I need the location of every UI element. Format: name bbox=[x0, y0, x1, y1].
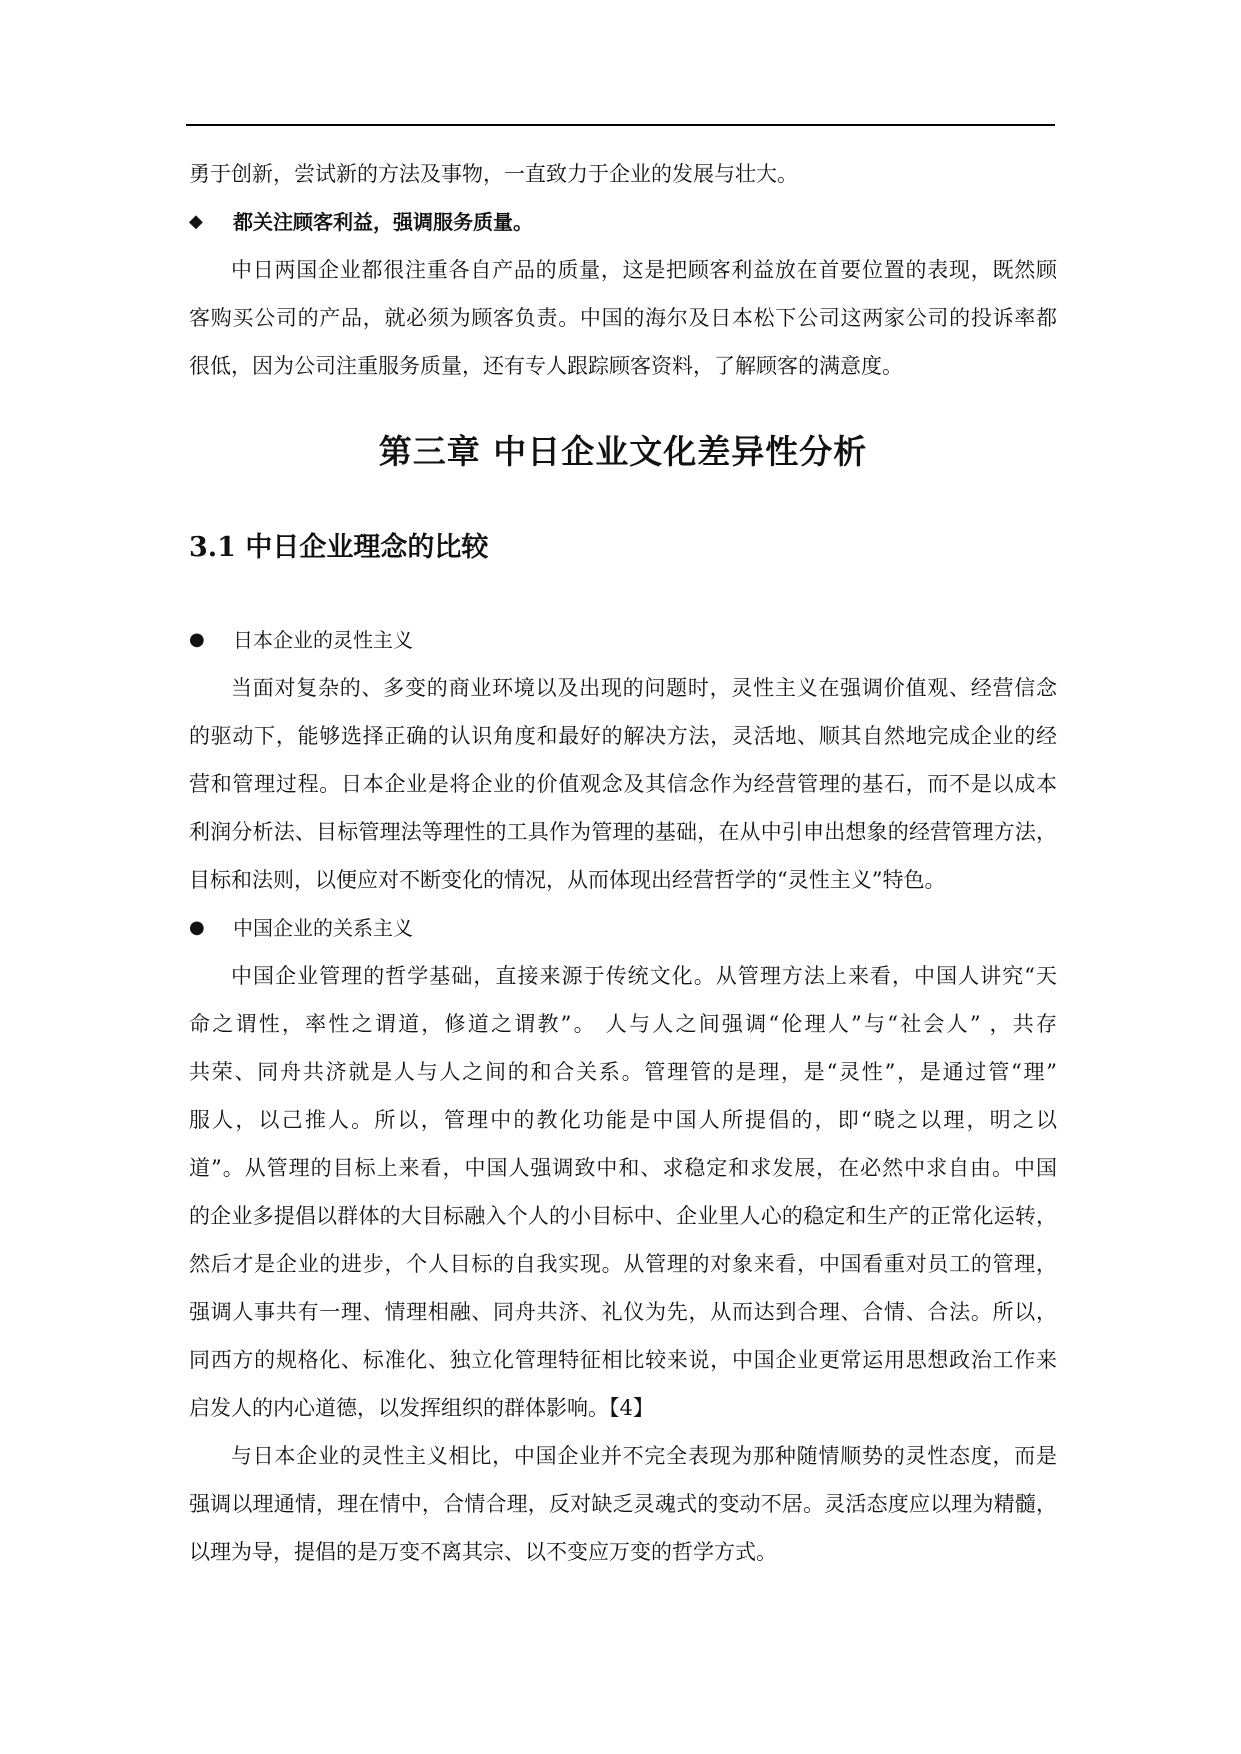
header-rule bbox=[186, 124, 1055, 126]
bullet-heading: 日本企业的灵性主义 bbox=[233, 628, 413, 652]
text-line: 强调人事共有一理、情理相融、同舟共济、礼仪为先，从而达到合理、合情、合法。所以， bbox=[189, 1300, 1057, 1324]
text-line: 的驱动下，能够选择正确的认识角度和最好的解决方法，灵活地、顺其自然地完成企业的经 bbox=[189, 724, 1057, 748]
paragraph-china-relationship bbox=[189, 952, 1057, 1432]
text-line: 勇于创新，尝试新的方法及事物，一直致力于企业的发展与壮大。 bbox=[189, 162, 798, 186]
document-body bbox=[189, 150, 1057, 1576]
bullet-item-japan-spirituality bbox=[189, 616, 1057, 664]
text-line: 中日两国企业都很注重各自产品的质量，这是把顾客利益放在首要位置的表现，既然顾 bbox=[231, 258, 1057, 282]
text-line: 启发人的内心道德，以发挥组织的群体影响。【4】 bbox=[189, 1396, 654, 1420]
text-line: 客购买公司的产品，就必须为顾客负责。中国的海尔及日本松下公司这两家公司的投诉率都 bbox=[189, 306, 1057, 330]
text-line: 同西方的规格化、标准化、独立化管理特征相比较来说，中国企业更常运用思想政治工作来 bbox=[189, 1348, 1057, 1372]
paragraph-service-quality bbox=[189, 246, 1057, 390]
bullet-heading: 都关注顾客利益，强调服务质量。 bbox=[233, 210, 533, 234]
dot-bullet-icon: ● bbox=[189, 629, 205, 650]
text-line: 的企业多提倡以群体的大目标融入个人的小目标中、企业里人心的稳定和生产的正常化运转， bbox=[189, 1204, 1057, 1228]
paragraph-continuation bbox=[189, 150, 1057, 198]
text-line: 以理为导，提倡的是万变不离其宗、以不变应万变的哲学方式。 bbox=[189, 1540, 777, 1564]
paragraph-japan-spirituality bbox=[189, 664, 1057, 904]
diamond-bullet-icon: ◆ bbox=[189, 211, 203, 232]
text-line: 目标和法则，以便应对不断变化的情况，从而体现出经营哲学的“灵性主义”特色。 bbox=[189, 868, 946, 892]
paragraph-comparison bbox=[189, 1432, 1057, 1576]
text-line: 然后才是企业的进步，个人目标的自我实现。从管理的对象来看，中国看重对员工的管理， bbox=[189, 1252, 1057, 1276]
text-line: 与日本企业的灵性主义相比，中国企业并不完全表现为那种随情顺势的灵性态度，而是 bbox=[231, 1444, 1057, 1468]
text-line: 当面对复杂的、多变的商业环境以及出现的问题时，灵性主义在强调价值观、经营信念 bbox=[231, 676, 1057, 700]
bullet-item-customer-interest bbox=[189, 198, 1057, 246]
bullet-item-china-relationship bbox=[189, 904, 1057, 952]
text-line: 道”。从管理的目标上来看，中国人强调致中和、求稳定和求发展，在必然中求自由。中国 bbox=[189, 1156, 1057, 1180]
text-line: 服人，以己推人。所以，管理中的教化功能是中国人所提倡的，即“晓之以理，明之以 bbox=[189, 1108, 1057, 1132]
text-line: 共荣、同舟共济就是人与人之间的和合关系。管理管的是理，是“灵性”，是通过管“理” bbox=[189, 1060, 1057, 1084]
dot-bullet-icon: ● bbox=[189, 917, 205, 938]
chapter-title: 第三章 中日企业文化差异性分析 bbox=[378, 432, 868, 471]
section-title: 3.1 中日企业理念的比较 bbox=[189, 532, 489, 563]
text-line: 中国企业管理的哲学基础，直接来源于传统文化。从管理方法上来看，中国人讲究“天 bbox=[231, 964, 1057, 988]
bullet-heading: 中国企业的关系主义 bbox=[233, 916, 413, 940]
text-line: 利润分析法、目标管理法等理性的工具作为管理的基础，在从中引申出想象的经营管理方法， bbox=[189, 820, 1057, 844]
text-line: 营和管理过程。日本企业是将企业的价值观念及其信念作为经营管理的基石，而不是以成本 bbox=[189, 772, 1057, 796]
text-line: 命之谓性，率性之谓道，修道之谓教”。 人与人之间强调“伦理人”与“社会人” ，共存 bbox=[189, 1012, 1057, 1036]
text-line: 强调以理通情，理在情中，合情合理，反对缺乏灵魂式的变动不居。灵活态度应以理为精髓， bbox=[189, 1492, 1057, 1516]
text-line: 很低，因为公司注重服务质量，还有专人跟踪顾客资料，了解顾客的满意度。 bbox=[189, 354, 903, 378]
